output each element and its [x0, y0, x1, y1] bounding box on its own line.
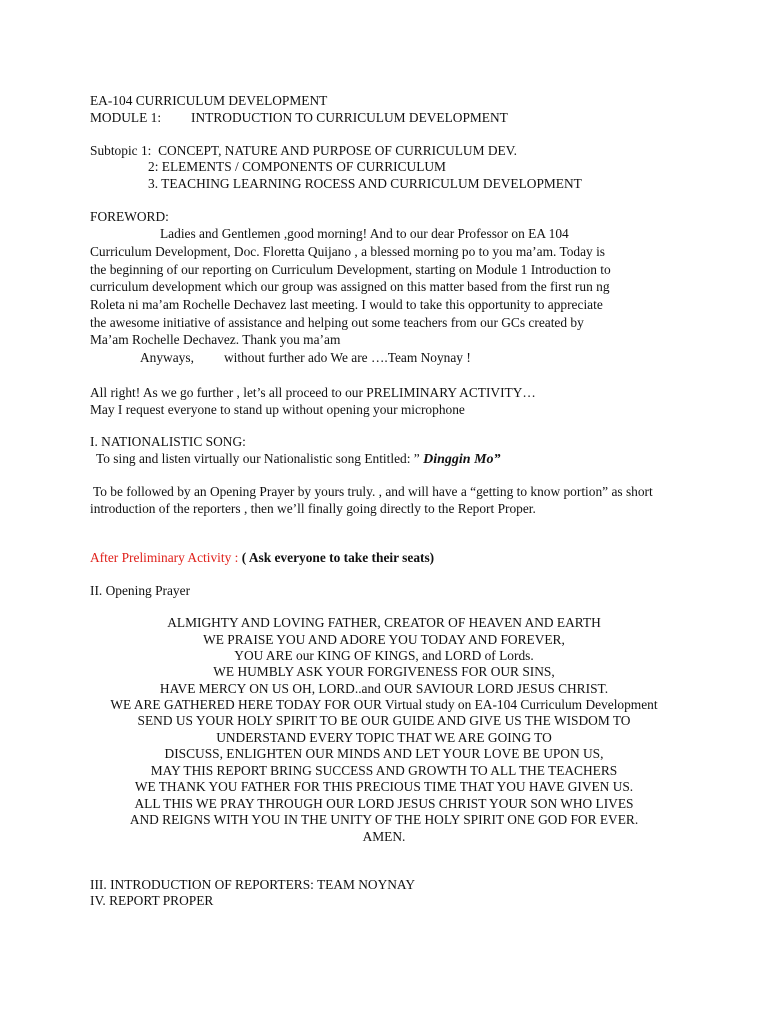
subtopic-1 [90, 143, 517, 159]
module-label: MODULE 1: [90, 110, 162, 125]
prayer-line: ALL THIS WE PRAY THROUGH OUR LORD JESUS CHRIST YOUR SON WHO LIVES [134, 796, 634, 811]
foreword-line: Ma’am Rochelle Dechavez. Thank you ma’am [90, 332, 341, 347]
prayer-line: AND REIGNS WITH YOU IN THE UNITY OF THE HOLY SPIRIT ONE GOD FOR EVER. [129, 812, 639, 827]
followup-line: To be followed by an Opening Prayer by yours truly. , and will have a “getting to know portion” as short [93, 484, 653, 499]
course-title: EA-104 CURRICULUM DEVELOPMENT [90, 93, 328, 108]
prayer-line: WE ARE GATHERED HERE TODAY FOR OUR Virtual study on EA-104 Curriculum Development [110, 697, 658, 712]
foreword-heading: FOREWORD: [90, 209, 169, 224]
subtopic-3: 3. TEACHING LEARNING ROCESS AND CURRICULUM DEVELOPMENT [148, 176, 582, 191]
prayer-line: UNDERSTAND EVERY TOPIC THAT WE ARE GOING TO [216, 730, 552, 745]
song-heading: I. NATIONALISTIC SONG: [90, 434, 246, 449]
prayer-line: HAVE MERCY ON US OH, LORD..and OUR SAVIOUR LORD JESUS CHRIST. [159, 681, 609, 696]
prayer-heading: II. Opening Prayer [90, 583, 191, 598]
prayer-line: WE HUMBLY ASK YOUR FORGIVENESS FOR OUR SINS, [213, 664, 555, 679]
after-activity-note: ( Ask everyone to take their seats) [241, 550, 435, 565]
foreword-line: Roleta ni ma’am Rochelle Dechavez last meeting. I would to take this opportunity to appreciate [90, 297, 603, 312]
foreword-line: the awesome initiative of assistance and helping out some teachers from our GCs created by [90, 315, 584, 330]
followup-line: introduction of the reporters , then we’ll finally going directly to the Report Proper. [90, 501, 536, 516]
foreword-closing-b: without further ado We are ….Team Noynay ! [223, 350, 471, 365]
foreword-line: curriculum development which our group was assigned on this matter based from the first run ng [90, 279, 610, 294]
prayer-line: ALMIGHTY AND LOVING FATHER, CREATOR OF HEAVEN AND EARTH [167, 615, 601, 630]
preliminary-line: May I request everyone to stand up without opening your microphone [90, 402, 465, 417]
after-activity [90, 550, 434, 566]
after-activity-label: After Preliminary Activity : [90, 550, 239, 565]
foreword-line: Curriculum Development, Doc. Floretta Quijano , a blessed morning po to you ma’am. Today is [90, 244, 606, 259]
section-report-proper: IV. REPORT PROPER [90, 893, 214, 908]
foreword-closing-a: Anyways, [140, 350, 194, 365]
foreword-line: Ladies and Gentlemen ,good morning! And to our dear Professor on EA 104 [160, 226, 569, 241]
subtopic-label: Subtopic 1: [90, 143, 152, 158]
module-title: INTRODUCTION TO CURRICULUM DEVELOPMENT [191, 110, 508, 125]
prayer-line: WE PRAISE YOU AND ADORE YOU TODAY AND FOREVER, [203, 632, 565, 647]
prayer-line: YOU ARE our KING OF KINGS, and LORD of Lords. [234, 648, 534, 663]
prayer-line: SEND US YOUR HOLY SPIRIT TO BE OUR GUIDE AND GIVE US THE WISDOM TO [137, 713, 631, 728]
prayer-line: DISCUSS, ENLIGHTEN OUR MINDS AND LET YOUR LOVE BE UPON US, [164, 746, 604, 761]
song-intro [96, 451, 501, 468]
prayer-amen: AMEN. [362, 829, 406, 844]
song-intro-text: To sing and listen virtually our Nationalistic song Entitled: ” [96, 451, 420, 466]
foreword-line: the beginning of our reporting on Curriculum Development, starting on Module 1 Introduction to [90, 262, 611, 277]
foreword-closing [140, 350, 471, 366]
prayer-line: MAY THIS REPORT BRING SUCCESS AND GROWTH TO ALL THE TEACHERS [150, 763, 618, 778]
subtopic-1-text: CONCEPT, NATURE AND PURPOSE OF CURRICULUM DEV. [158, 143, 517, 158]
prayer-line: WE THANK YOU FATHER FOR THIS PRECIOUS TIME THAT YOU HAVE GIVEN US. [134, 779, 634, 794]
song-title: Dinggin Mo” [423, 452, 501, 467]
preliminary-line: All right! As we go further , let’s all proceed to our PRELIMINARY ACTIVITY… [90, 385, 536, 400]
subtopic-2: 2: ELEMENTS / COMPONENTS OF CURRICULUM [148, 159, 446, 174]
module-heading [90, 110, 508, 126]
section-intro-reporters: III. INTRODUCTION OF REPORTERS: TEAM NOYNAY [90, 877, 416, 892]
